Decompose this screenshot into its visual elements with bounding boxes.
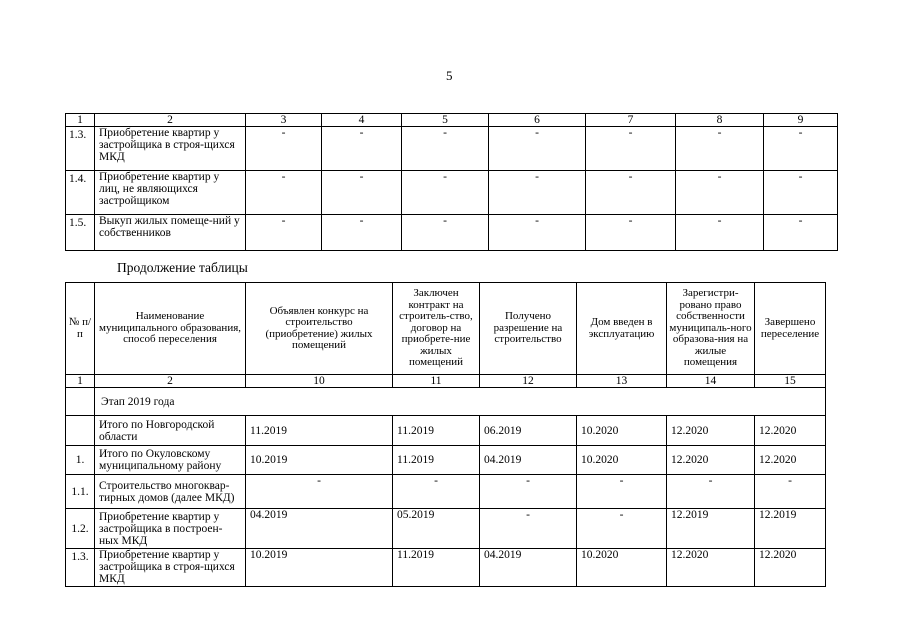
table-row bbox=[66, 416, 826, 446]
cell: - bbox=[246, 171, 322, 215]
cell: 04.2019 bbox=[246, 509, 393, 549]
cell: - bbox=[402, 127, 489, 171]
table-row bbox=[66, 171, 838, 215]
table-row bbox=[66, 509, 826, 549]
table-row bbox=[66, 127, 838, 171]
cell: - bbox=[480, 475, 577, 509]
cell: - bbox=[246, 475, 393, 509]
cell: - bbox=[322, 215, 402, 251]
row-number: 1.1. bbox=[66, 475, 95, 509]
col-number: 2 bbox=[95, 114, 246, 127]
header-cell: Дом введен в эксплуатацию bbox=[577, 283, 667, 375]
cell: - bbox=[577, 509, 667, 549]
cell: - bbox=[577, 475, 667, 509]
cell: - bbox=[586, 171, 676, 215]
col-number: 9 bbox=[764, 114, 838, 127]
row-name: Выкуп жилых помеще-ний у собственников bbox=[95, 215, 246, 251]
row-name: Строительство многоквар-тирных домов (далее МКД) bbox=[95, 475, 246, 509]
col-number: 7 bbox=[586, 114, 676, 127]
cell: - bbox=[489, 215, 586, 251]
column-number-row bbox=[66, 375, 826, 388]
col-number: 11 bbox=[393, 375, 480, 388]
col-number: 2 bbox=[95, 375, 246, 388]
row-name: Итого по Новгородской области bbox=[95, 416, 246, 446]
row-number bbox=[66, 416, 95, 446]
row-name: Приобретение квартир у лиц, не являющихся застройщиком bbox=[95, 171, 246, 215]
table-caption: Продолжение таблицы bbox=[117, 260, 248, 275]
header-cell: Объявлен конкурс на строительство (приобретение) жилых помещений bbox=[246, 283, 393, 375]
cell: - bbox=[402, 215, 489, 251]
cell: 04.2019 bbox=[480, 549, 577, 587]
stage-row bbox=[66, 388, 826, 416]
cell: 04.2019 bbox=[480, 446, 577, 475]
header-row bbox=[66, 283, 826, 375]
row-number: 1.3. bbox=[66, 127, 95, 171]
upper-table bbox=[65, 113, 838, 251]
cell: - bbox=[480, 509, 577, 549]
cell: - bbox=[676, 171, 764, 215]
cell: 12.2019 bbox=[755, 509, 826, 549]
header-cell: Наименование муниципального образования, способ переселения bbox=[95, 283, 246, 375]
cell: 05.2019 bbox=[393, 509, 480, 549]
cell: 06.2019 bbox=[480, 416, 577, 446]
header-cell: Получено разрешение на строительство bbox=[480, 283, 577, 375]
cell: 12.2020 bbox=[667, 446, 755, 475]
col-number: 14 bbox=[667, 375, 755, 388]
col-number: 6 bbox=[489, 114, 586, 127]
stage-empty-cell bbox=[66, 388, 95, 416]
col-number: 4 bbox=[322, 114, 402, 127]
cell: 12.2020 bbox=[667, 416, 755, 446]
stage-label: Этап 2019 года bbox=[95, 388, 826, 416]
cell: 12.2020 bbox=[755, 416, 826, 446]
cell: - bbox=[322, 171, 402, 215]
cell: - bbox=[755, 475, 826, 509]
cell: 11.2019 bbox=[393, 446, 480, 475]
table-row bbox=[66, 475, 826, 509]
col-number: 5 bbox=[402, 114, 489, 127]
header-cell: Заключен контракт на строитель-ство, договор на приобрете-ние жилых помещений bbox=[393, 283, 480, 375]
cell: 12.2020 bbox=[667, 549, 755, 587]
cell: 10.2020 bbox=[577, 416, 667, 446]
cell: 10.2019 bbox=[246, 549, 393, 587]
row-name: Приобретение квартир у застройщика в строя-щихся МКД bbox=[95, 127, 246, 171]
row-name: Приобретение квартир у застройщика в строя-щихся МКД bbox=[95, 549, 246, 587]
cell: - bbox=[322, 127, 402, 171]
row-number: 1.4. bbox=[66, 171, 95, 215]
col-number: 1 bbox=[66, 114, 95, 127]
cell: - bbox=[676, 127, 764, 171]
table-row bbox=[66, 549, 826, 587]
cell: - bbox=[764, 127, 838, 171]
cell: 10.2020 bbox=[577, 446, 667, 475]
row-number: 1.3. bbox=[66, 549, 95, 587]
cell: 10.2019 bbox=[246, 446, 393, 475]
header-cell: Завершено переселение bbox=[755, 283, 826, 375]
cell: - bbox=[246, 215, 322, 251]
cell: - bbox=[246, 127, 322, 171]
col-number: 8 bbox=[676, 114, 764, 127]
cell: 12.2020 bbox=[755, 549, 826, 587]
col-number: 3 bbox=[246, 114, 322, 127]
col-number: 12 bbox=[480, 375, 577, 388]
col-number: 1 bbox=[66, 375, 95, 388]
cell: - bbox=[667, 475, 755, 509]
cell: - bbox=[489, 127, 586, 171]
column-number-row bbox=[66, 114, 838, 127]
cell: - bbox=[586, 127, 676, 171]
table-row bbox=[66, 446, 826, 475]
col-number: 13 bbox=[577, 375, 667, 388]
cell: - bbox=[402, 171, 489, 215]
cell: 12.2020 bbox=[755, 446, 826, 475]
page-number: 5 bbox=[446, 68, 453, 83]
main-table bbox=[65, 282, 826, 587]
cell: 10.2020 bbox=[577, 549, 667, 587]
col-number: 10 bbox=[246, 375, 393, 388]
cell: 11.2019 bbox=[246, 416, 393, 446]
cell: 12.2019 bbox=[667, 509, 755, 549]
row-number: 1.2. bbox=[66, 509, 95, 549]
table-row bbox=[66, 215, 838, 251]
row-number: 1.5. bbox=[66, 215, 95, 251]
row-name: Приобретение квартир у застройщика в построен-ных МКД bbox=[95, 509, 246, 549]
cell: - bbox=[586, 215, 676, 251]
col-number: 15 bbox=[755, 375, 826, 388]
header-cell: Зарегистри-ровано право собственности муниципаль-ного образова-ния на жилые помещения bbox=[667, 283, 755, 375]
cell: - bbox=[393, 475, 480, 509]
cell: - bbox=[489, 171, 586, 215]
header-cell: № п/п bbox=[66, 283, 95, 375]
row-name: Итого по Окуловскому муниципальному району bbox=[95, 446, 246, 475]
cell: - bbox=[764, 171, 838, 215]
cell: 11.2019 bbox=[393, 416, 480, 446]
cell: - bbox=[676, 215, 764, 251]
cell: - bbox=[764, 215, 838, 251]
cell: 11.2019 bbox=[393, 549, 480, 587]
row-number: 1. bbox=[66, 446, 95, 475]
